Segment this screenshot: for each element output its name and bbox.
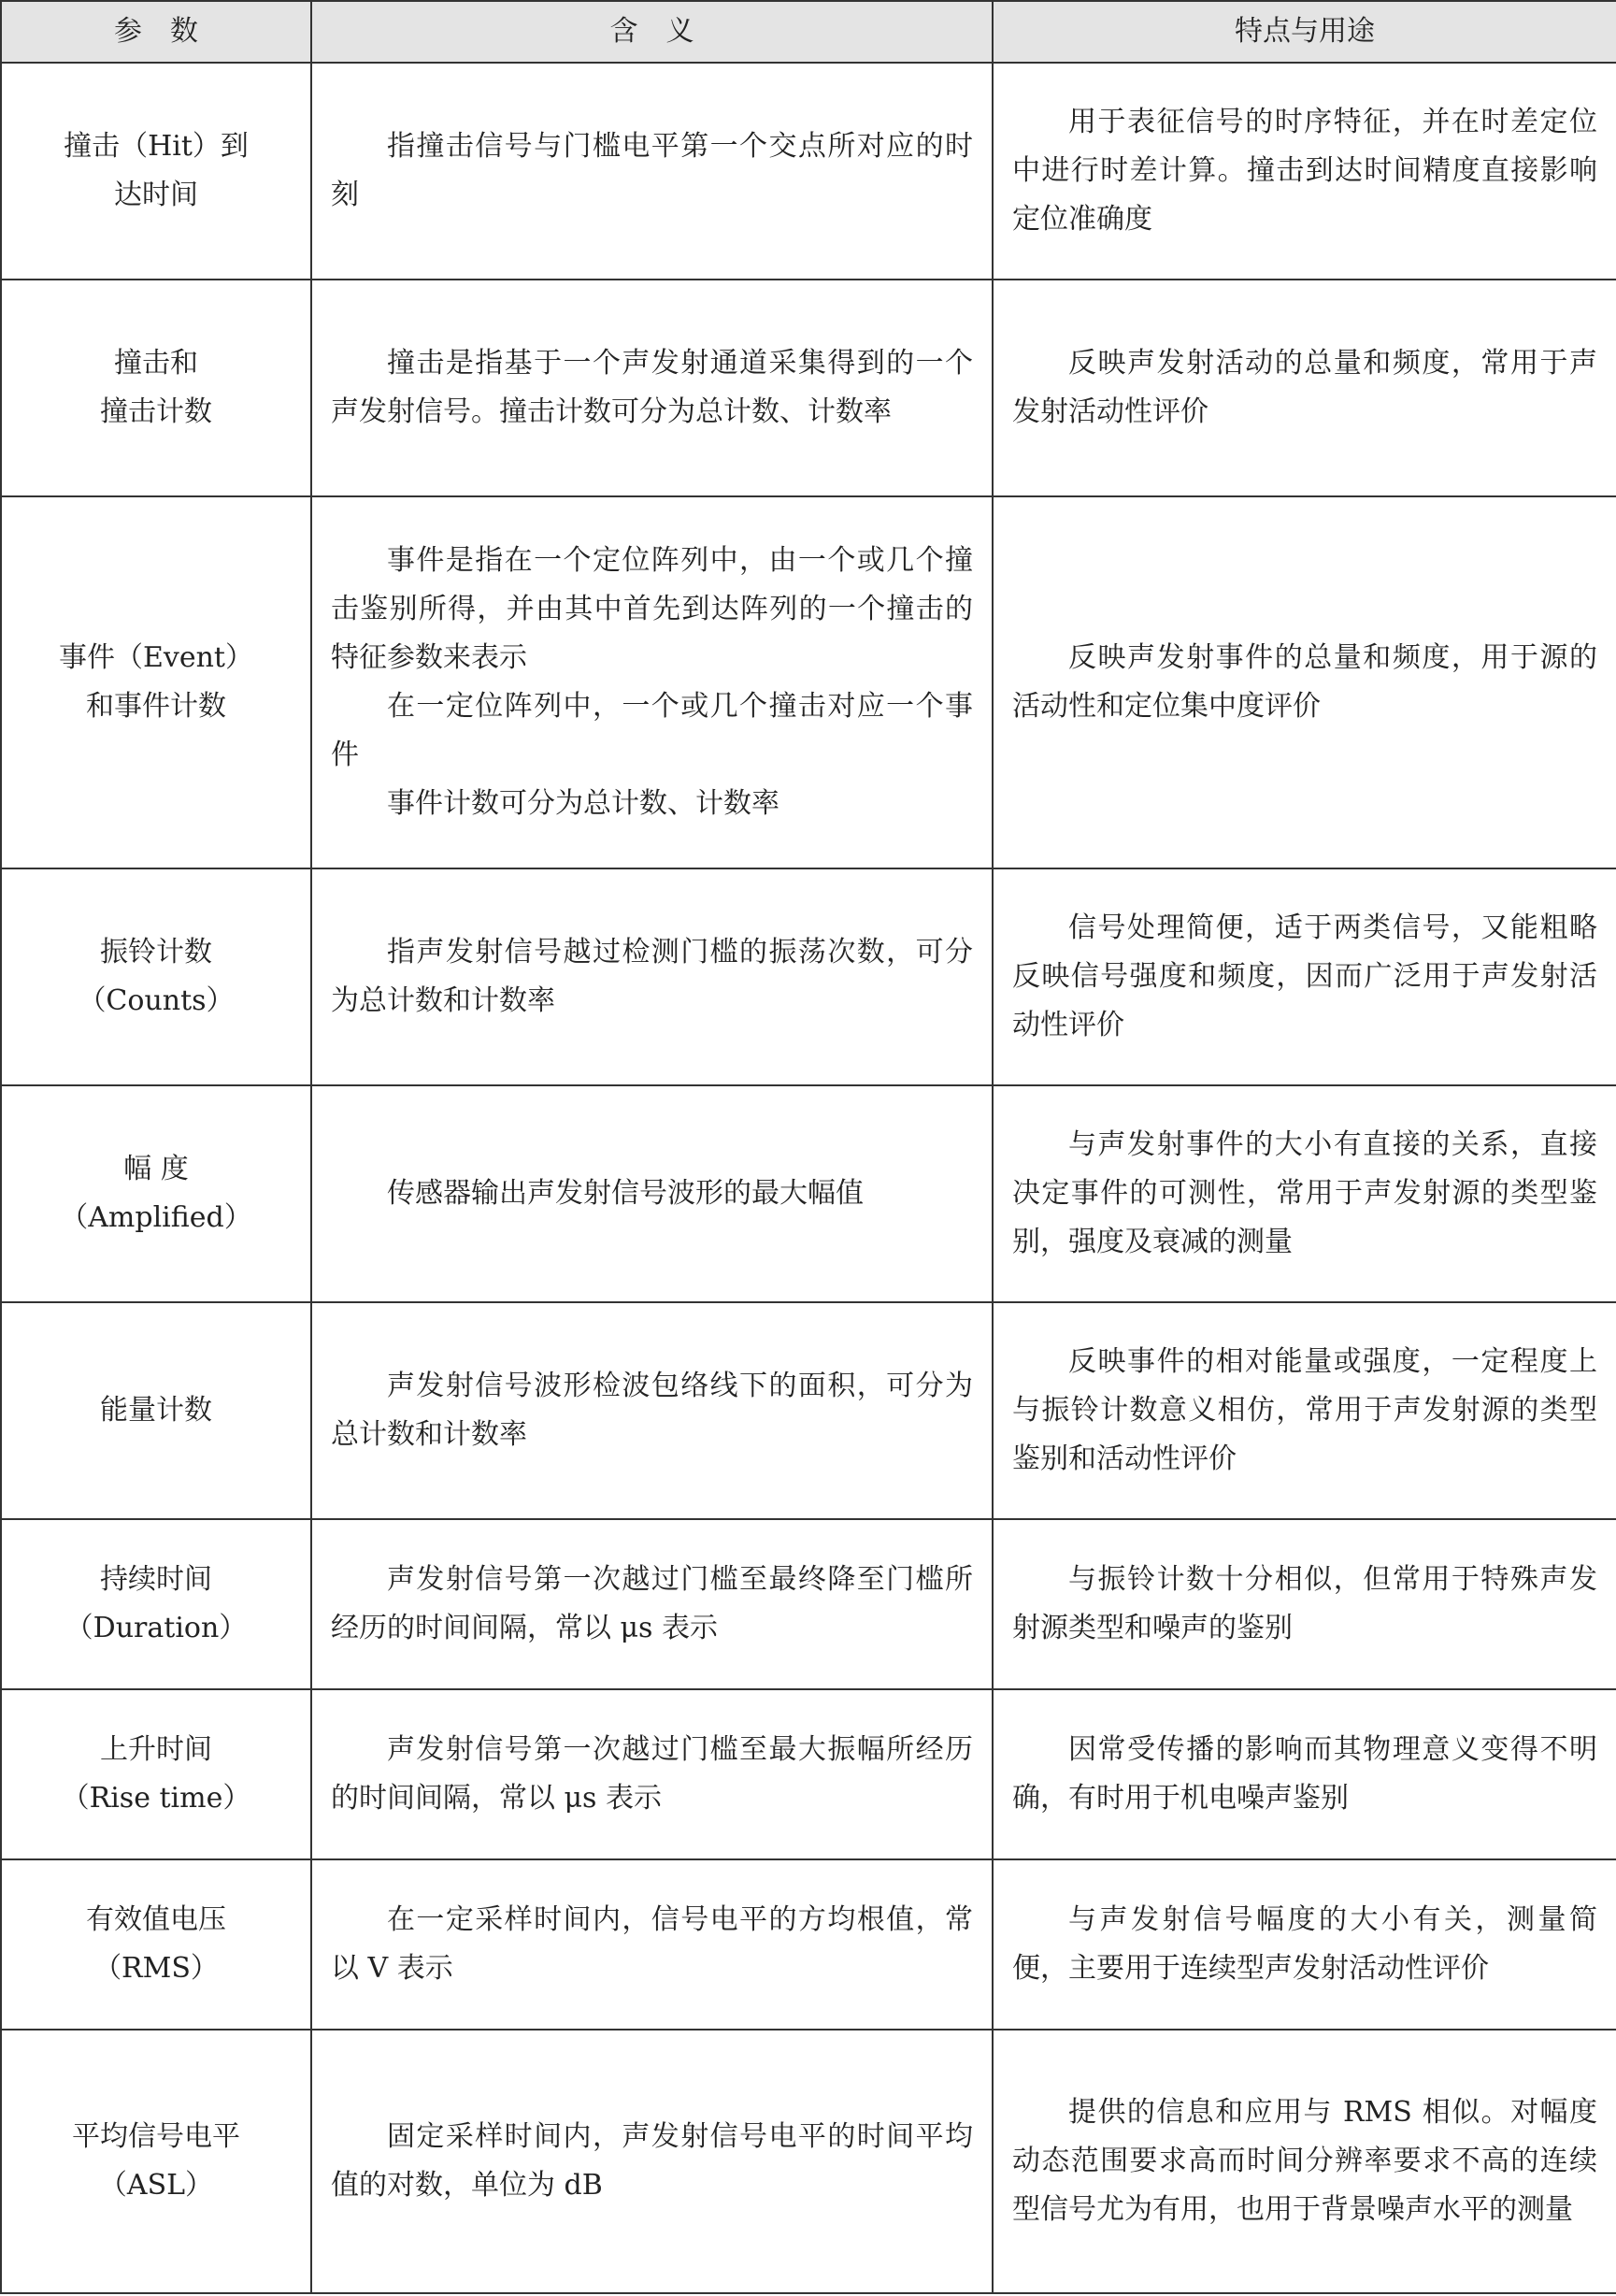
param-line: 撞击和 [114,347,198,380]
param-cell [1,280,311,496]
meaning-paragraph: 声发射信号波形检波包络线下的面积，可分为总计数和计数率 [331,1370,973,1451]
meaning-cell [311,1859,993,2030]
usage-paragraph: 反映声发射活动的总量和频度，常用于声发射活动性评价 [1012,347,1597,428]
param-line: （Duration） [64,1612,248,1644]
meaning-cell [311,280,993,496]
meaning-paragraph: 在一定位阵列中，一个或几个撞击对应一个事件 [331,690,973,771]
header-param: 参 数 [1,1,311,63]
param-line: （RMS） [93,1952,219,1985]
param-line: 持续时间 [100,1563,212,1596]
header-row [1,1,1616,63]
meaning-cell [311,496,993,868]
usage-cell [993,1085,1616,1302]
table-row [1,63,1616,280]
param-line: 幅 度 [123,1153,189,1185]
table-row [1,1689,1616,1859]
param-line: 达时间 [114,179,198,211]
header-meaning: 含 义 [311,1,993,63]
meaning-cell [311,1085,993,1302]
table-row [1,1519,1616,1689]
meaning-paragraph: 传感器输出声发射信号波形的最大幅值 [387,1177,864,1210]
meaning-paragraph: 指撞击信号与门槛电平第一个交点所对应的时刻 [331,130,973,211]
param-line: （Counts） [78,984,235,1017]
param-cell [1,2030,311,2293]
usage-cell [993,2030,1616,2293]
table-row [1,496,1616,868]
param-line: 事件（Event） [59,641,253,674]
meaning-paragraph: 事件是指在一个定位阵列中，由一个或几个撞击鉴别所得，并由其中首先到达阵列的一个撞击的特征参数来表示 [331,544,973,674]
usage-cell [993,868,1616,1085]
usage-paragraph: 提供的信息和应用与 RMS 相似。对幅度动态范围要求高而时间分辨率要求不高的连续型信号尤为有用，也用于背景噪声水平的测量 [1012,2096,1597,2226]
usage-paragraph: 用于表征信号的时序特征，并在时差定位中进行时差计算。撞击到达时间精度直接影响定位准确度 [1012,106,1597,236]
meaning-cell [311,868,993,1085]
usage-paragraph: 反映声发射事件的总量和频度，用于源的活动性和定位集中度评价 [1012,641,1597,723]
param-cell [1,1859,311,2030]
table-row [1,868,1616,1085]
param-cell [1,1085,311,1302]
param-cell [1,868,311,1085]
usage-cell [993,1859,1616,2030]
usage-paragraph: 信号处理简便，适于两类信号，又能粗略反映信号强度和频度，因而广泛用于声发射活动性评价 [1012,911,1597,1041]
param-line: 能量计数 [100,1394,212,1427]
usage-paragraph: 与振铃计数十分相似，但常用于特殊声发射源类型和噪声的鉴别 [1012,1563,1597,1644]
meaning-paragraph: 指声发射信号越过检测门槛的振荡次数，可分为总计数和计数率 [331,936,973,1017]
param-line: 撞击（Hit）到 [64,130,249,163]
meaning-paragraph: 声发射信号第一次越过门槛至最大振幅所经历的时间间隔，常以 μs 表示 [331,1733,973,1815]
meaning-cell [311,1519,993,1689]
param-line: 振铃计数 [100,936,212,969]
param-line: 和事件计数 [86,690,226,723]
param-line: 上升时间 [100,1733,212,1766]
meaning-cell [311,1689,993,1859]
meaning-cell [311,63,993,280]
table-row [1,1085,1616,1302]
param-line: 撞击计数 [100,395,212,428]
usage-paragraph: 与声发射事件的大小有直接的关系，直接决定事件的可测性，常用于声发射源的类型鉴别，强度及衰减的测量 [1012,1128,1597,1258]
meaning-cell [311,2030,993,2293]
param-line: （Amplified） [60,1201,252,1234]
meaning-paragraph: 固定采样时间内，声发射信号电平的时间平均值的对数，单位为 dB [331,2120,973,2202]
param-line: （ASL） [98,2169,214,2202]
param-cell [1,63,311,280]
param-line: 平均信号电平 [72,2120,240,2153]
table-row [1,280,1616,496]
param-cell [1,496,311,868]
meaning-paragraph: 声发射信号第一次越过门槛至最终降至门槛所经历的时间间隔，常以 μs 表示 [331,1563,973,1644]
header-usage: 特点与用途 [993,1,1616,63]
meaning-paragraph: 撞击是指基于一个声发射通道采集得到的一个声发射信号。撞击计数可分为总计数、计数率 [331,347,973,428]
usage-cell [993,1689,1616,1859]
usage-cell [993,63,1616,280]
usage-paragraph: 反映事件的相对能量或强度，一定程度上与振铃计数意义相仿，常用于声发射源的类型鉴别和活动性评价 [1012,1345,1597,1475]
param-line: （Rise time） [61,1782,251,1815]
meaning-cell [311,1302,993,1519]
meaning-paragraph: 事件计数可分为总计数、计数率 [387,787,779,820]
usage-cell [993,280,1616,496]
usage-cell [993,1302,1616,1519]
param-cell [1,1302,311,1519]
param-line: 有效值电压 [86,1903,226,1936]
table-row [1,1859,1616,2030]
param-cell [1,1519,311,1689]
usage-cell [993,1519,1616,1689]
table-row [1,2030,1616,2293]
usage-paragraph: 与声发射信号幅度的大小有关，测量简便，主要用于连续型声发射活动性评价 [1012,1903,1597,1985]
param-cell [1,1689,311,1859]
table-row [1,1302,1616,1519]
usage-cell [993,496,1616,868]
meaning-paragraph: 在一定采样时间内，信号电平的方均根值，常以 V 表示 [331,1903,973,1985]
usage-paragraph: 因常受传播的影响而其物理意义变得不明确，有时用于机电噪声鉴别 [1012,1733,1597,1815]
